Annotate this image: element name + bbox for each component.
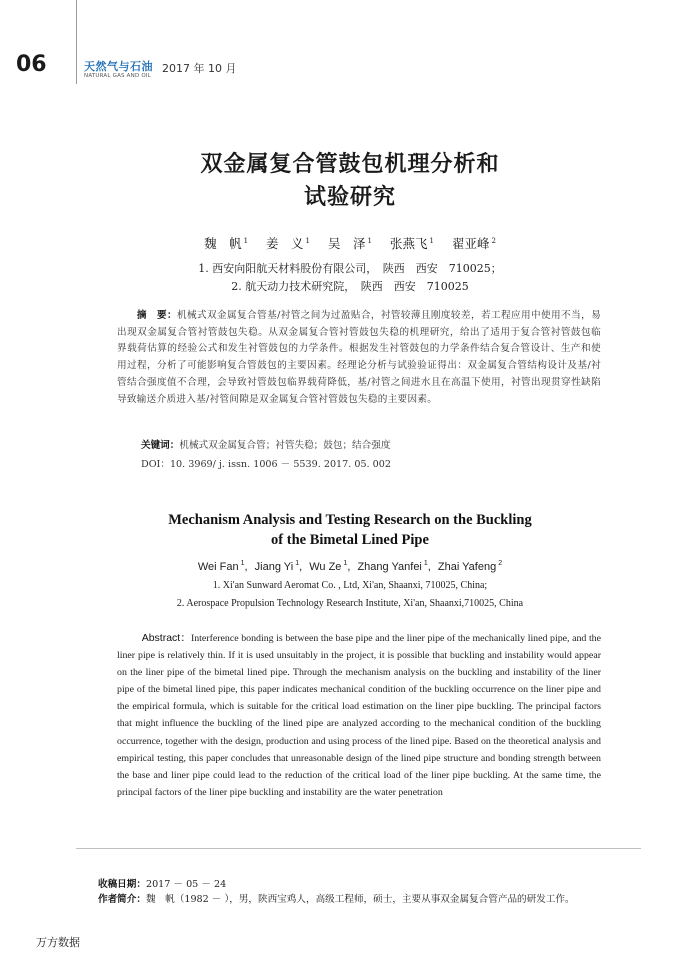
journal-name-en: NATURAL GAS AND OIL	[84, 73, 151, 79]
abstract-en	[117, 630, 601, 801]
authors-en	[0, 560, 700, 573]
author-en: Wu Ze $^1$,	[309, 560, 351, 573]
author-cn: 吴 泽 $^1$	[328, 236, 372, 251]
abstract-cn-text: 机械式双金属复合管基/衬管之间为过盈贴合，衬管较薄且刚度较差，若工程应用中使用不当，易出现双金属复合管衬管鼓包失稳。从双金属复合管衬管鼓包失稳的机理研究，给出了适用于复合管衬管鼓包临界载荷估算的经验公式和发生衬管鼓包的力学条件。根据发生衬管鼓包的力学条件结合复合管设计、生产和使用过程，分析了可能影响复合管鼓包的主要因素。经理论分析与试验验证得出：双金属复合管结构设计及基/衬管结合强度值不合理，会导致衬管鼓包临界载荷降低，基/衬管之间进水且在高温下使用，衬管出现贯穿性缺陷导致输送介质进入基/衬管间隙是双金属复合管衬管鼓包失稳的主要因素。	[117, 310, 601, 405]
title-en-line-1: Mechanism Analysis and Testing Research on the Buckling	[168, 512, 532, 528]
affiliation-en-1: 1. Xi'an Sunward Aeromat Co. , Ltd, Xi'an, Shaanxi, 710025, China;	[212, 580, 488, 591]
received-label: 收稿日期：	[98, 879, 146, 890]
author-cn: 翟亚峰 $^2$	[451, 236, 496, 251]
author-cn: 张燕飞 $^1$	[389, 236, 434, 251]
received-date	[98, 876, 226, 890]
abstract-en-label: Abstract：	[141, 632, 191, 644]
keywords-cn	[141, 437, 390, 451]
page-number: 06	[16, 52, 47, 77]
header-divider	[76, 0, 77, 84]
affiliation-cn-2: 2. 航天动力技术研究院， 陕西 西安 710025	[231, 280, 469, 293]
bio-value: 魏 帆（1982 － ），男，陕西宝鸡人，高级工程师，硕士，主要从事双金属复合管产品的研发工作。	[145, 894, 575, 905]
authors-cn	[0, 234, 700, 252]
affiliation-en-2: 2. Aerospace Propulsion Technology Research Institute, Xi'an, Shaanxi,710025, China	[176, 598, 524, 609]
author-en: Jiang Yi $^1$,	[254, 560, 303, 573]
author-en: Zhang Yanfei $^1$,	[357, 560, 431, 573]
author-en: Zhai Yafeng $^2$	[437, 560, 503, 573]
author-en: Wei Fan $^1$,	[197, 560, 248, 573]
journal-name-cn: 天然气与石油	[84, 60, 153, 73]
issue-date: 2017 年 10 月	[162, 62, 237, 75]
bio-label: 作者简介：	[98, 894, 146, 905]
doi: DOI：10. 3969/ j. issn. 1006 － 5539. 2017. 05. 002	[141, 459, 391, 470]
author-bio	[98, 891, 575, 905]
keywords-cn-label: 关键词：	[141, 440, 180, 451]
footnote-rule	[76, 848, 641, 849]
abstract-cn	[117, 308, 601, 408]
keywords-cn-text: 机械式双金属复合管；衬管失稳；鼓包；结合强度	[179, 440, 391, 451]
source-watermark: 万方数据	[36, 936, 80, 949]
author-cn: 魏 帆 $^1$	[204, 236, 249, 251]
author-cn: 姜 义 $^1$	[266, 236, 311, 251]
received-value: 2017 － 05 － 24	[145, 879, 227, 890]
affiliation-cn-1: 1. 西安向阳航天材料股份有限公司， 陕西 西安 710025；	[198, 262, 502, 275]
title-cn-line-2: 试验研究	[303, 184, 396, 210]
abstract-cn-label: 摘 要：	[136, 310, 177, 321]
title-en-line-2: of the Bimetal Lined Pipe	[271, 532, 429, 548]
title-cn-line-1: 双金属复合管鼓包机理分析和	[200, 151, 500, 177]
abstract-en-text: Interference bonding is between the base pipe and the liner pipe of the mechanically lined pipe, and the liner pipe is relatively thin. If it is used unsuitably in the project, it is possible that buckling and instability would appear on the liner pipe of the bimetal lined pipe. Through the mechanism analysis on the buckling and instability of the liner pipe of the bimetal lined pipe, this paper indicates mechanical condition of the buckling occurrence on the liner pipe and the empirical formula, which is suitable for the critical load estimation on the liner pipe buckling. The principal factors that might influence the buckling of the lined pipe are analyzed according to the mechanical condition of the buckling occurrence, together with the design, production and using process of the lined pipe. Based on the theoretical analysis and empirical testing, this paper concludes that unreasonable design of the lined pipe structure and bonding strength between the base and liner pipe could lead to the reduction of the critical load of the liner pipe buckling. At the same time, the principal factors of the liner pipe buckling and instability are the water penetration	[117, 633, 602, 798]
